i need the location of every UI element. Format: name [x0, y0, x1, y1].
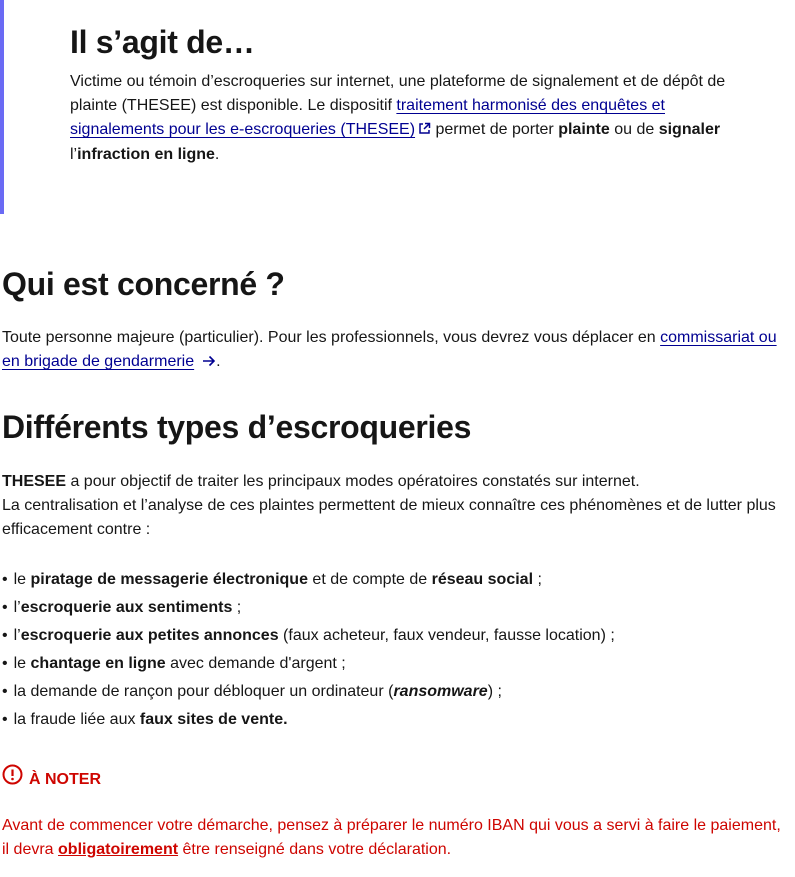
note-heading: À NOTER [2, 764, 101, 795]
note-text: Avant de commencer votre démarche, pensez à préparer le numéro IBAN qui vous a servi à faire le paiement, il devra obligatoirement être renseigné dans votre déclaration. [2, 817, 781, 858]
list-item: • l’escroquerie aux petites annonces (faux acheteur, faux vendeur, fausse location) ; [2, 622, 782, 650]
concerned-title: Qui est concerné ? [2, 266, 285, 302]
arrow-right-icon [202, 351, 216, 375]
types-intro: THESEE a pour objectif de traiter les principaux modes opératoires constatés sur internet. La centralisation et l’analyse de ces plaintes permettent de mieux connaître ces phénomènes et de lutter plus efficacement contre : [2, 473, 776, 538]
types-title: Différents types d’escroqueries [2, 409, 472, 445]
callout-text: Victime ou témoin d’escroqueries sur internet, une plateforme de signalement et de dépôt de plainte (THESEE) est disponible. Le dispositif traitement harmonisé des enquêtes et signalements pour les e-escroqueries (THESEE) permet de porter plainte ou de signaler l’infraction en ligne. [70, 73, 726, 163]
list-item: • la fraude liée aux faux sites de vente. [2, 706, 782, 734]
concerned-text: Toute personne majeure (particulier). Pour les professionnels, vous devrez vous déplacer en commissariat ou en brigade de gendarmerie . [2, 326, 782, 375]
list-item: • la demande de rançon pour débloquer un ordinateur (ransomware) ; [2, 678, 782, 706]
scam-types-list [2, 566, 782, 734]
commissariat-link[interactable]: commissariat ou en brigade de gendarmerie [2, 329, 777, 370]
list-item: • l’escroquerie aux sentiments ; [2, 594, 782, 622]
list-item: • le piratage de messagerie électronique et de compte de réseau social ; [2, 566, 782, 594]
external-link-icon [418, 119, 431, 143]
warning-icon [2, 764, 29, 795]
list-item: • le chantage en ligne avec demande d'argent ; [2, 650, 782, 678]
callout-title: Il s’agit de… [70, 24, 255, 60]
thesee-link[interactable]: traitement harmonisé des enquêtes et signalements pour les e-escroqueries (THESEE) [70, 97, 665, 138]
info-callout [0, 0, 795, 214]
